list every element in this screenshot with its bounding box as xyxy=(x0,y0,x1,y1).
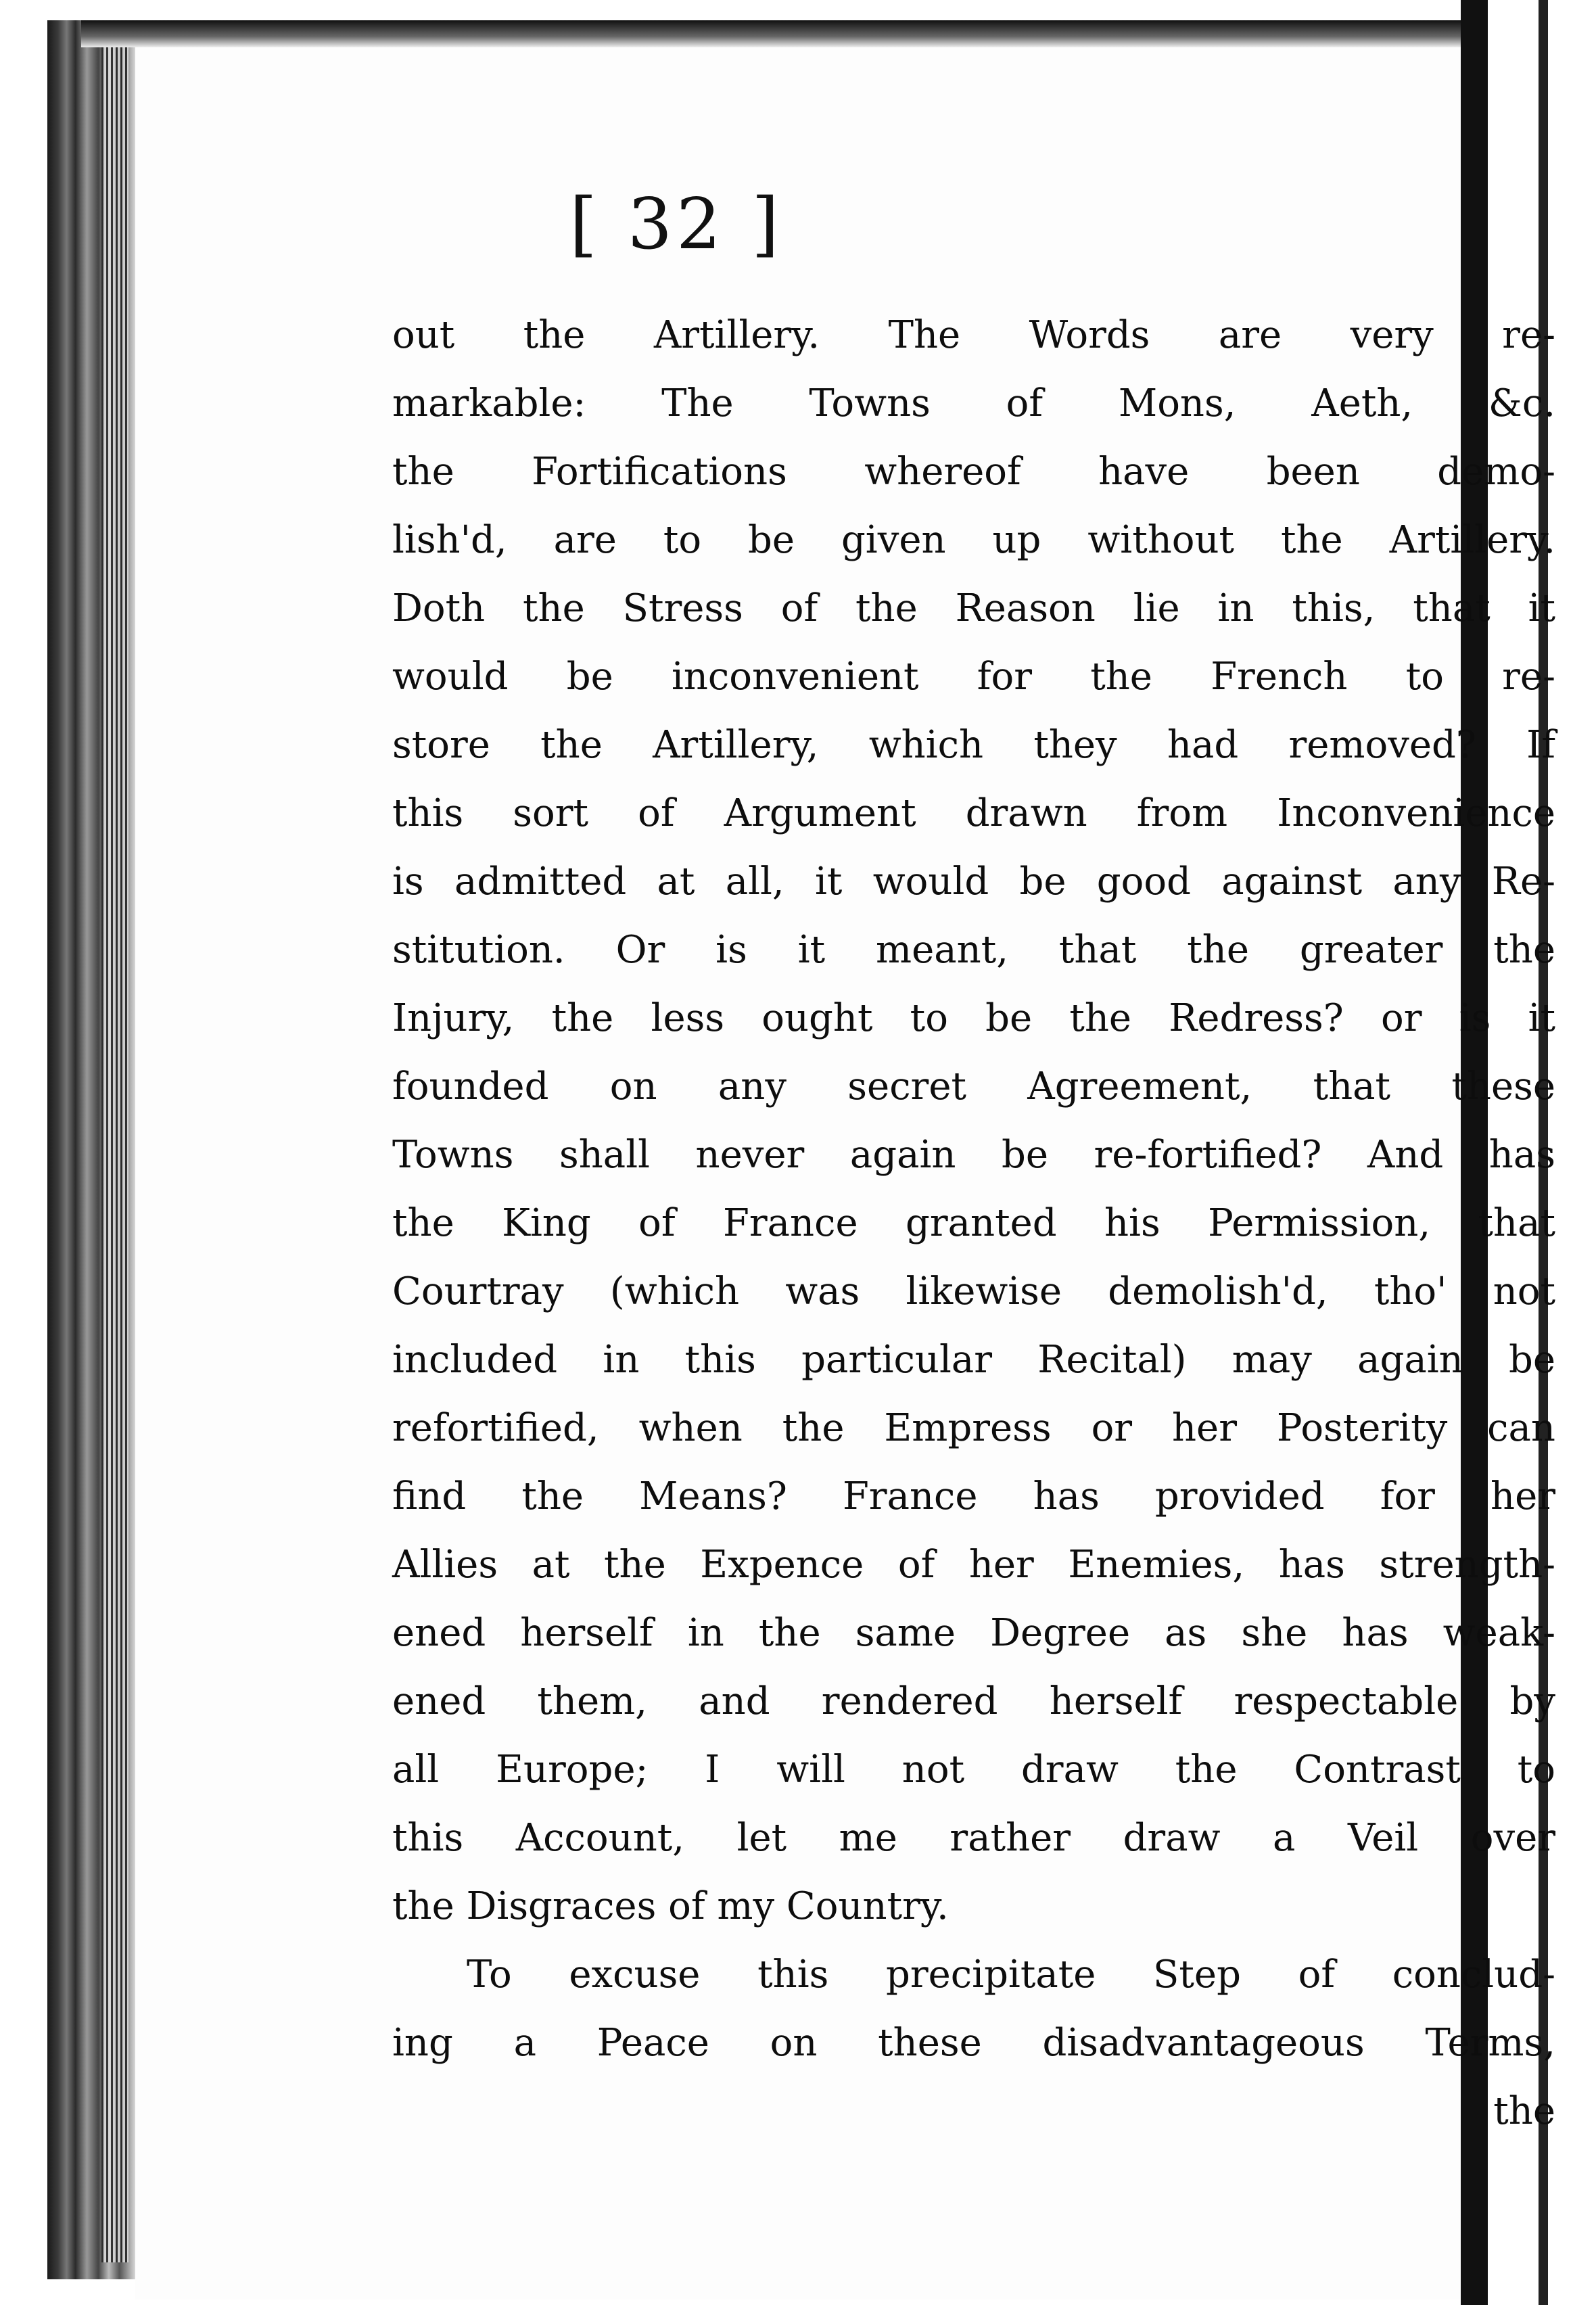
book-page xyxy=(135,47,1555,2300)
text-line: the Disgraces of my Country. xyxy=(392,1884,949,1928)
text-line: store the Artillery, which they had removed? If xyxy=(392,723,1555,767)
text-line: out the Artillery. The Words are very re- xyxy=(392,313,1555,357)
text-line: Courtray (which was likewise demolish'd, tho' not xyxy=(392,1270,1555,1313)
catchword: the xyxy=(1493,2089,1555,2133)
page-stack-edges xyxy=(101,30,128,2262)
text-line: this sort of Argument drawn from Inconvenience xyxy=(392,791,1555,835)
text-line: founded on any secret Agreement, that these xyxy=(392,1065,1555,1109)
text-line: all Europe; I will not draw the Contrast to xyxy=(392,1748,1555,1792)
text-line: refortified, when the Empress or her Posterity can xyxy=(392,1406,1555,1450)
text-line: stitution. Or is it meant, that the greater the xyxy=(392,928,1555,972)
text-line: Towns shall never again be re-fortified? And has xyxy=(392,1133,1555,1177)
text-line: would be inconvenient for the French to re- xyxy=(392,655,1555,699)
text-line: markable: The Towns of Mons, Aeth, &c. xyxy=(392,381,1555,425)
text-line: ened herself in the same Degree as she has weak- xyxy=(392,1611,1555,1655)
text-line: the King of France granted his Permission, that xyxy=(392,1201,1555,1245)
text-line: To excuse this precipitate Step of conclud- xyxy=(467,1953,1555,1997)
text-line: lish'd, are to be given up without the Artillery. xyxy=(392,518,1555,562)
text-line: this Account, let me rather draw a Veil over xyxy=(392,1816,1555,1860)
text-line: ened them, and rendered herself respectable by xyxy=(392,1679,1555,1723)
top-shadow xyxy=(81,20,1474,47)
text-line: find the Means? France has provided for her xyxy=(392,1474,1555,1518)
text-line: Allies at the Expence of her Enemies, has strength- xyxy=(392,1543,1555,1587)
text-line: ing a Peace on these disadvantageous Terms, xyxy=(392,2021,1555,2065)
page-number: [ 32 ] xyxy=(569,183,783,265)
text-line: Doth the Stress of the Reason lie in this, that it xyxy=(392,586,1555,630)
text-line: included in this particular Recital) may again be xyxy=(392,1338,1555,1382)
body-text xyxy=(392,301,1555,2145)
text-line: Injury, the less ought to be the Redress? or is it xyxy=(392,996,1555,1040)
text-line: the Fortifications whereof have been demo- xyxy=(392,450,1555,494)
text-line: is admitted at all, it would be good against any Re- xyxy=(392,860,1555,904)
